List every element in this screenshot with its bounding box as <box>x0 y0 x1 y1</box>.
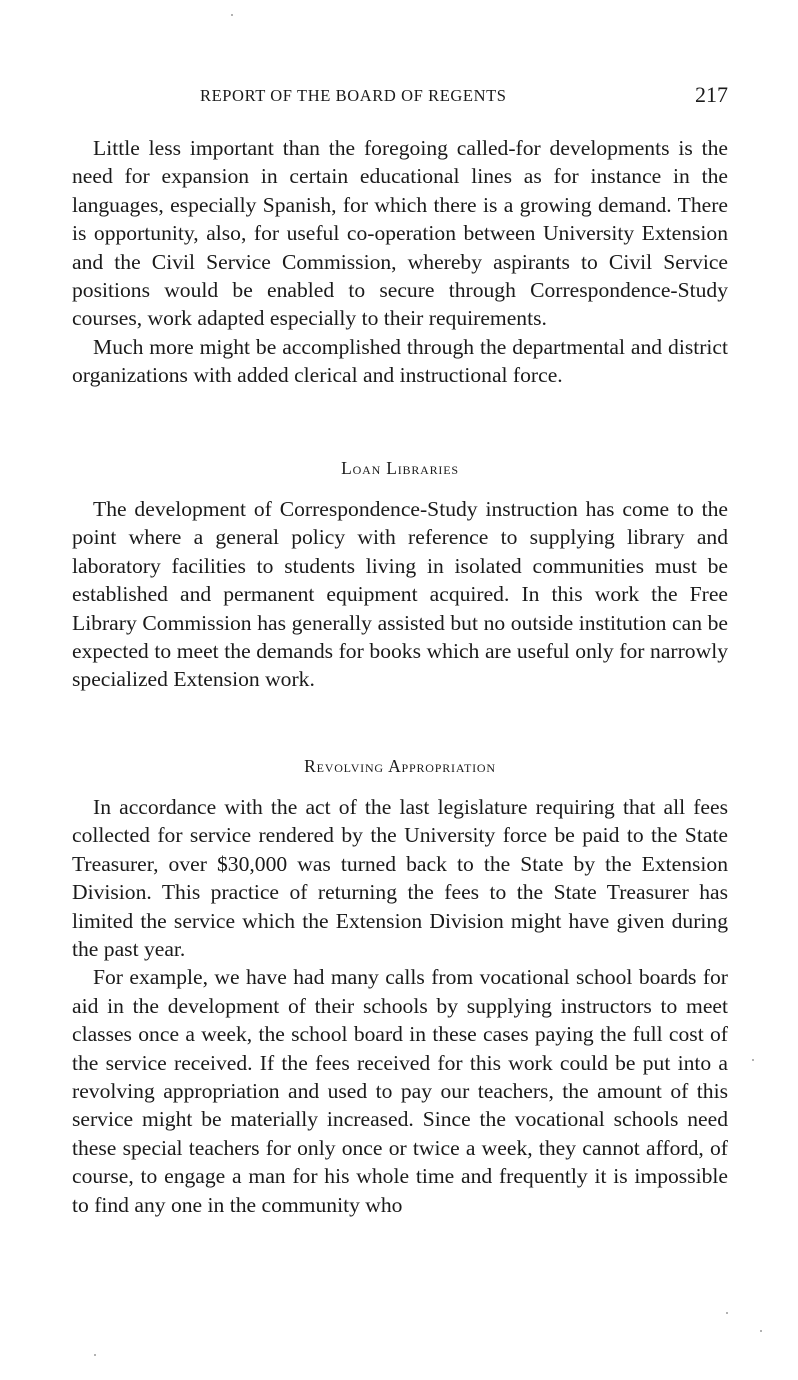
section-heading-loan-libraries: Loan Libraries <box>341 458 459 478</box>
paper-speck <box>231 14 233 16</box>
paragraph: In accordance with the act of the last legislature requiring that all fees collected for service rendered by the University force be paid to the State Treasurer, over $30,000 was turned back to the State by the Extension Division. This practice of returning the fees to the State Treasurer has limited the service which the Extension Division might have given during the past year. <box>72 795 728 962</box>
intro-section <box>72 134 728 390</box>
page-number: 217 <box>695 82 728 107</box>
running-head <box>200 82 728 112</box>
paper-speck <box>94 1354 96 1356</box>
section-heading-revolving-appropriation: Revolving Appropriation <box>304 756 496 776</box>
running-title: REPORT OF THE BOARD OF REGENTS <box>200 86 507 105</box>
paragraph: Much more might be accomplished through the departmental and district organizations with added clerical and instructional force. <box>72 334 728 388</box>
paper-speck <box>726 1312 728 1314</box>
paper-speck <box>752 1059 754 1061</box>
paragraph: Little less important than the foregoing called-for developments is the need for expansion in certain educational lines as for instance in the languages, especially Spanish, for which there is a growing demand. There is opportunity, also, for useful co-operation between University Extension and the Civil Service Commission, whereby aspirants to Civil Service positions would be enabled to secure through Correspondence-Study courses, work adapted especially to their requirements. <box>72 136 728 331</box>
paragraph: For example, we have had many calls from vocational school boards for aid in the development of their schools by supplying instructors to meet classes once a week, the school board in these cases paying the full cost of the service received. If the fees received for this work could be put into a revolving appropriation and used to pay our teachers, the amount of this service might be materially increased. Since the vocational schools need these special teachers for only once or twice a week, they cannot afford, of course, to engage a man for his whole time and frequently it is impossible to find any one in the community who <box>72 965 728 1217</box>
paragraph: The development of Correspondence-Study instruction has come to the point where a general policy with reference to supplying library and laboratory facilities to students living in isolated communities must be established and permanent equipment acquired. In this work the Free Library Commission has generally assisted but no outside institution can be expected to meet the demands for books which are useful only for narrowly specialized Extension work. <box>72 497 728 692</box>
revolving-appropriation-section <box>72 793 728 1219</box>
paper-speck <box>760 1330 762 1332</box>
loan-libraries-section <box>72 495 728 694</box>
